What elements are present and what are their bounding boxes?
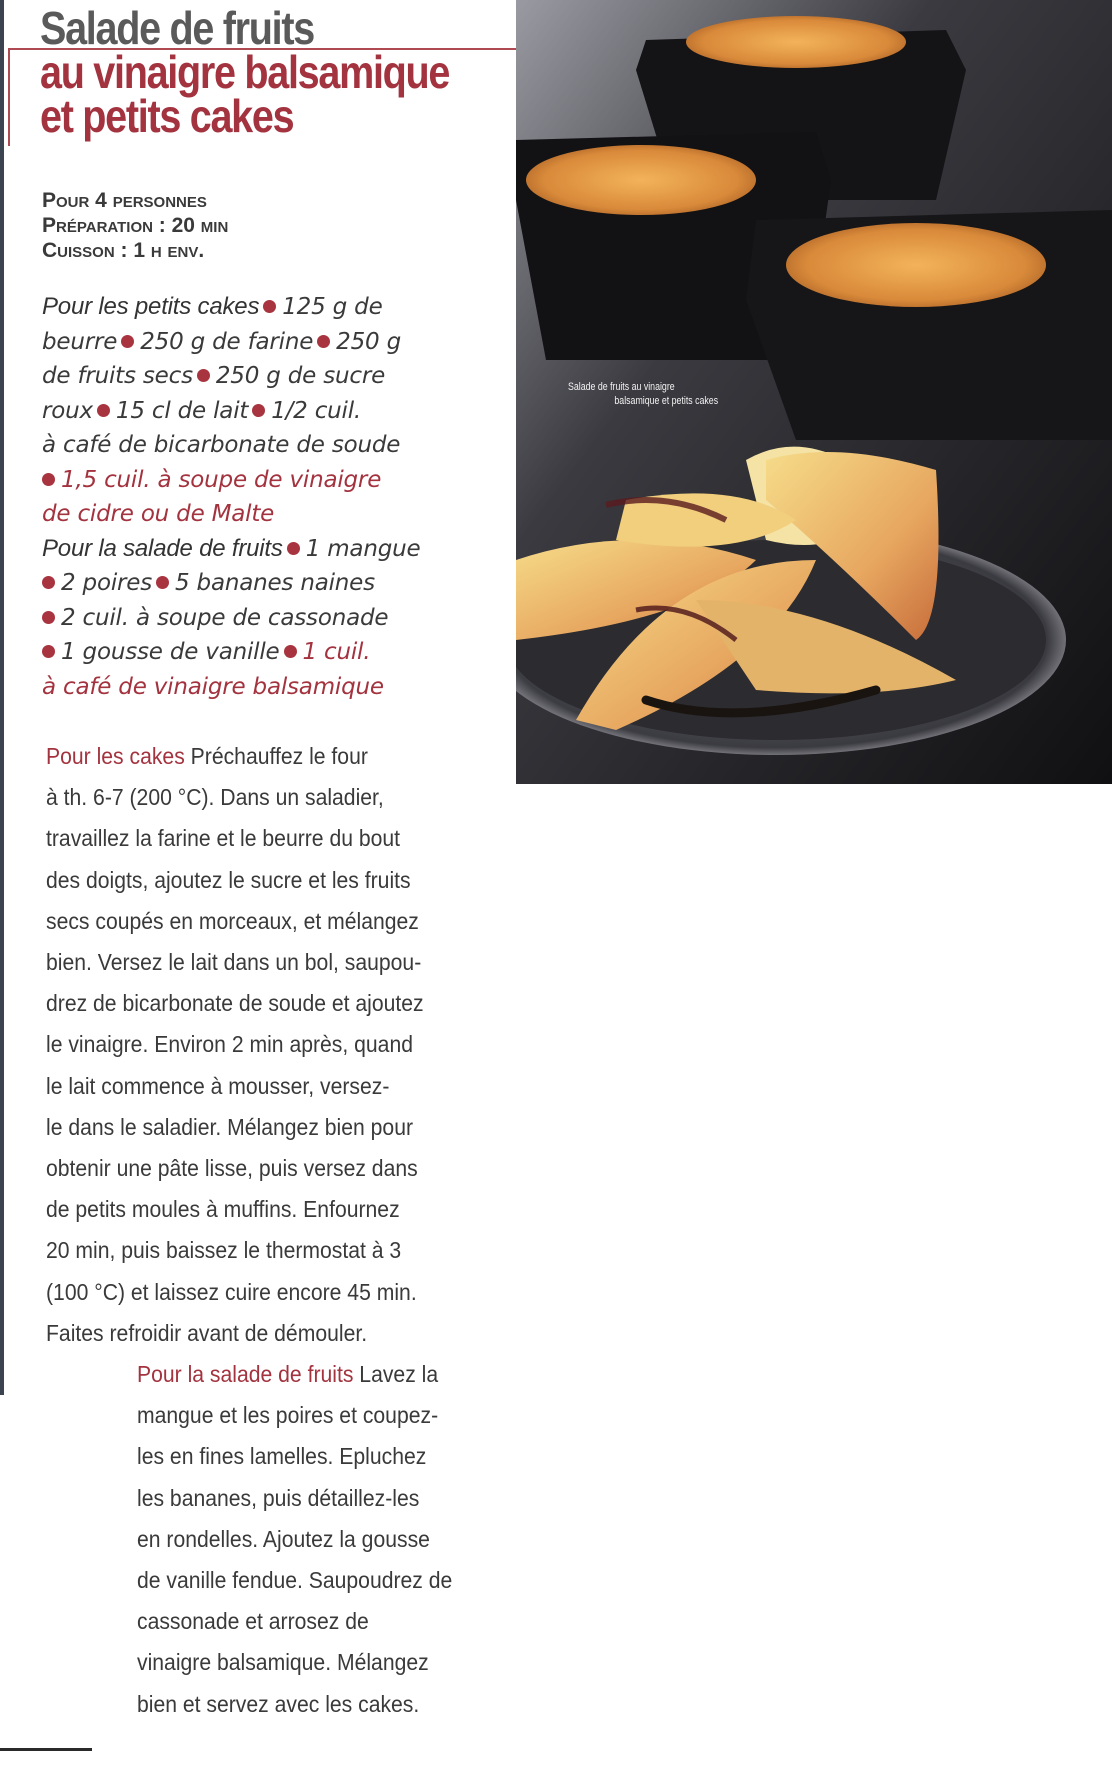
- bottom-rule: [0, 1748, 92, 1751]
- instruction-lead: Pour les cakes: [46, 743, 185, 769]
- bullet-dot: [287, 542, 300, 555]
- instruction-line: 20 min, puis baissez le thermostat à 3: [46, 1237, 402, 1264]
- left-margin-rule: [0, 0, 4, 1395]
- ingredient-line: [42, 670, 472, 705]
- preparation-time: Préparation : 20 min: [42, 214, 229, 237]
- ingredient-line: [42, 359, 472, 394]
- bullet-dot: [42, 576, 55, 589]
- ingredient-text: à café de vinaigre balsamique: [42, 673, 384, 700]
- ingredient-text: 2 cuil. à soupe de cassonade: [61, 604, 389, 631]
- instruction-line: mangue et les poires et coupez-: [137, 1402, 439, 1429]
- instruction-line: bien et servez avec les cakes.: [137, 1690, 420, 1717]
- bullet-dot: [252, 404, 265, 417]
- bullet-dot: [284, 645, 297, 658]
- ingredient-text: 1 mangue: [305, 535, 421, 562]
- bullet-dot: [317, 335, 330, 348]
- bullet-dot: [42, 473, 55, 486]
- instruction-line: secs coupés en morceaux, et mélangez: [46, 907, 419, 934]
- bullet-dot: [263, 300, 276, 313]
- bullet-dot: [156, 576, 169, 589]
- ingredient-text: 1,5 cuil. à soupe de vinaigre: [61, 466, 382, 493]
- ingredient-text: 1/2 cuil.: [271, 397, 362, 424]
- ingredient-text: 1 cuil.: [302, 639, 371, 665]
- instruction-line: [137, 1354, 468, 1395]
- instruction-line: des doigts, ajoutez le sucre et les fruits: [46, 866, 411, 893]
- instruction-line: drez de bicarbonate de soude et ajoutez: [46, 990, 424, 1017]
- bullet-dot: [197, 369, 210, 382]
- ingredient-text: 250 g de sucre: [215, 363, 386, 389]
- ingredient-text: de fruits secs: [42, 363, 193, 389]
- instruction-line: de vanille fendue. Saupoudrez de: [137, 1567, 453, 1594]
- instruction-line: les en fines lamelles. Epluchez: [137, 1443, 427, 1470]
- caption-line-1: Salade de fruits au vinaigre: [568, 381, 675, 393]
- instruction-lead: Pour la salade de fruits: [137, 1361, 354, 1387]
- ingredient-line: [42, 566, 472, 601]
- ingredient-line: [42, 532, 472, 567]
- title-line-3: et petits cakes: [40, 90, 294, 142]
- ingredient-line: [42, 601, 472, 636]
- ingredient-line: [42, 428, 472, 463]
- bullet-dot: [121, 335, 134, 348]
- cakes-instructions: [46, 736, 451, 1354]
- instruction-line: [46, 736, 451, 777]
- title-line-1: Salade de fruits: [40, 2, 314, 54]
- ingredient-text: à café de bicarbonate de soude: [42, 432, 401, 458]
- ingredient-text: 125 g de: [282, 294, 383, 320]
- instruction-line: le lait commence à mousser, versez-: [46, 1072, 390, 1099]
- ingredient-text: 1 gousse de vanille: [61, 639, 280, 665]
- ingredient-text: roux: [42, 397, 93, 424]
- servings: Pour 4 personnes: [42, 189, 207, 212]
- ingredient-line: [42, 463, 472, 498]
- ingredient-text: 2 poires: [61, 570, 152, 596]
- ingredient-section-head: Pour les petits cakes: [42, 293, 260, 320]
- instruction-line: le vinaigre. Environ 2 min après, quand: [46, 1031, 413, 1058]
- instruction-line: le dans le saladier. Mélangez bien pour: [46, 1113, 414, 1140]
- recipe-title: [40, 2, 450, 142]
- instruction-line: cassonade et arrosez de: [137, 1608, 369, 1635]
- ingredient-line: [42, 394, 472, 429]
- ingredient-line: [42, 497, 472, 532]
- instruction-line: obtenir une pâte lisse, puis versez dans: [46, 1155, 418, 1182]
- bullet-dot: [97, 404, 110, 417]
- bullet-dot: [42, 611, 55, 624]
- instruction-text: Préchauffez le four: [184, 743, 368, 769]
- instruction-line: à th. 6-7 (200 °C). Dans un saladier,: [46, 784, 384, 811]
- ingredients-list: [42, 290, 472, 704]
- bullet-dot: [42, 645, 55, 658]
- cooking-time: Cuisson : 1 h env.: [42, 239, 205, 262]
- instruction-line: bien. Versez le lait dans un bol, saupou-: [46, 949, 422, 976]
- instruction-line: travaillez la farine et le beurre du bout: [46, 825, 401, 852]
- instruction-line: Faites refroidir avant de démouler.: [46, 1319, 368, 1346]
- ingredient-line: [42, 635, 472, 670]
- title-line-2: au vinaigre balsamique: [40, 46, 450, 98]
- instruction-line: en rondelles. Ajoutez la gousse: [137, 1525, 430, 1552]
- instruction-line: (100 °C) et laissez cuire encore 45 min.: [46, 1278, 417, 1305]
- ingredient-text: de cidre ou de Malte: [42, 501, 275, 527]
- ingredient-text: 15 cl de lait: [115, 397, 249, 424]
- ingredient-text: 250 g de farine: [140, 328, 314, 355]
- salad-instructions: [137, 1354, 468, 1725]
- ingredient-section-head: Pour la salade de fruits: [42, 534, 283, 562]
- ingredient-line: [42, 290, 472, 325]
- instruction-line: vinaigre balsamique. Mélangez: [137, 1649, 429, 1676]
- instruction-text: Lavez la: [353, 1361, 439, 1387]
- recipe-meta: [42, 188, 228, 263]
- instruction-line: de petits moules à muffins. Enfournez: [46, 1196, 400, 1223]
- ingredient-text: 250 g: [336, 328, 401, 355]
- title-rule-vertical: [8, 48, 10, 146]
- ingredient-text: 5 bananes naines: [175, 570, 375, 596]
- instruction-line: les bananes, puis détaillez-les: [137, 1484, 420, 1511]
- ingredient-line: [42, 325, 472, 360]
- photo-caption: [568, 380, 718, 408]
- ingredient-text: beurre: [42, 328, 118, 355]
- caption-line-2: balsamique et petits cakes: [614, 395, 719, 407]
